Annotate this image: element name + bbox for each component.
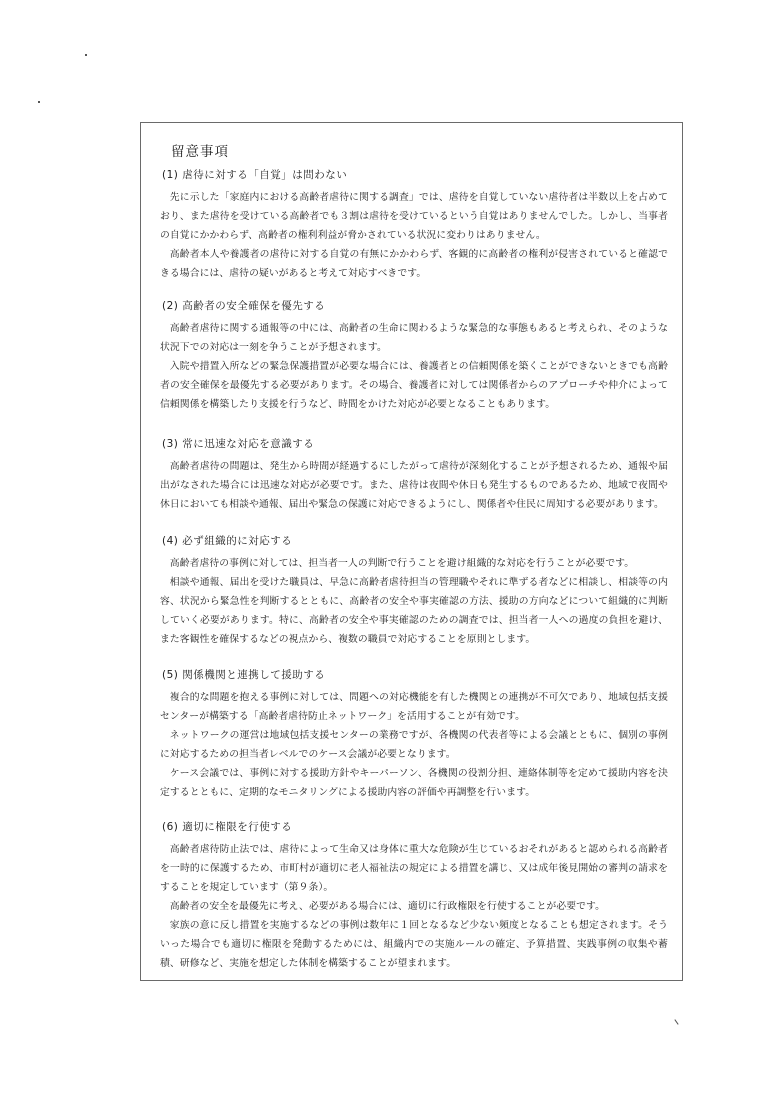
scan-speck — [674, 1019, 678, 1024]
document-body — [160, 168, 668, 989]
section-heading: (1) 虐待に対する「自覚」は問わない — [162, 169, 348, 181]
section-heading: (2) 高齢者の安全確保を優先する — [162, 300, 326, 312]
section-heading: (6) 適切に権限を行使する — [162, 821, 293, 833]
paragraph: 複合的な問題を抱える事例に対しては、問題への対応機能を有した機関との連携が不可欠であり、地域包括支援センターが構築する「高齢者虐待防止ネットワーク」を活用することが有効です。 — [160, 692, 668, 722]
paragraph: ネットワークの運営は地域包括支援センターの業務ですが、各機関の代表者等による会議とともに、個別の事例に対応するための担当者レベルでのケース会議が必要となります。 — [160, 730, 668, 760]
paragraph: ケース会議では、事例に対する援助方針やキーパーソン、各機関の役割分担、連絡体制等を定めて援助内容を決定するとともに、定期的なモニタリングによる援助内容の評価や再調整を行います。 — [160, 768, 668, 798]
section-organizational-response — [160, 534, 668, 649]
paragraph: 高齢者の安全を最優先に考え、必要がある場合には、適切に行政権限を行使することが必要です。 — [169, 901, 606, 912]
paragraph: 高齢者虐待の事例に対しては、担当者一人の判断で行うことを避け組織的な対応を行うことが必要です。 — [169, 558, 635, 569]
paragraph: 高齢者虐待の問題は、発生から時間が経過するにしたがって虐待が深刻化することが予想されるため、通報や届出がなされた場合には迅速な対応が必要です。また、虐待は夜間や休日も発生するものであるため、地域で夜間や休日においても相談や通報、届出や緊急の保護に対応できるようにし、関係者や住民に周知する必要があります。 — [160, 461, 668, 510]
section-heading: (3) 常に迅速な対応を意識する — [162, 438, 315, 450]
section-heading: (4) 必ず組織的に対応する — [162, 535, 293, 547]
section-collaboration — [160, 668, 668, 802]
scan-speck — [85, 54, 87, 56]
paragraph: 相談や通報、届出を受けた職員は、早急に高齢者虐待担当の管理職やそれに準ずる者などに相談し、相談等の内容、状況から緊急性を判断するとともに、高齢者の安全や事実確認の方法、援助の方向などについて組織的に判断していく必要があります。特に、高齢者の安全や事実確認のための調査では、担当者一人への過度の負担を避け、また客観性を確保するなどの視点から、複数の職員で対応することを原則とします。 — [160, 577, 668, 645]
document-title: 留意事項 — [171, 144, 229, 160]
section-prompt-response — [160, 437, 668, 514]
paragraph: 先に示した「家庭内における高齢者虐待に関する調査」では、虐待を自覚していない虐待者は半数以上を占めており、また虐待を受けている高齢者でも３割は虐待を受けているという自覚はありませんでした。しかし、当事者の自覚にかかわらず、高齢者の権利利益が脅かされている状況に変わりはありません。 — [160, 192, 668, 241]
paragraph: 高齢者虐待防止法では、虐待によって生命又は身体に重大な危険が生じているおそれがあると認められる高齢者を一時的に保護するため、市町村が適切に老人福祉法の規定による措置を講じ、又は成年後見開始の審判の請求をすることを規定しています（第９条）。 — [160, 844, 668, 893]
section-awareness — [160, 168, 668, 283]
paragraph: 家族の意に反し措置を実施するなどの事例は数年に１回となるなど少ない頻度となることも想定されます。そういった場合でも適切に権限を発動するためには、組織内での実施ルールの確定、予算措置、実践事例の収集や蓄積、研修など、実施を想定した体制を構築することが望まれます。 — [160, 920, 668, 969]
section-safety-priority — [160, 299, 668, 414]
paragraph: 入院や措置入所などの緊急保護措置が必要な場合には、養護者との信頼関係を築くことができないときでも高齢者の安全確保を最優先する必要があります。その場合、養護者に対しては関係者からのアプローチや仲介によって信頼関係を構築したり支援を行うなど、時間をかけた対応が必要となることもあります。 — [160, 361, 668, 410]
section-heading: (5) 関係機関と連携して援助する — [162, 669, 326, 681]
section-authority — [160, 820, 668, 973]
scan-speck — [38, 101, 40, 103]
paragraph: 高齢者本人や養護者の虐待に対する自覚の有無にかかわらず、客観的に高齢者の権利が侵害されていると確認できる場合には、虐待の疑いがあると考えて対応すべきです。 — [160, 249, 668, 279]
paragraph: 高齢者虐待に関する通報等の中には、高齢者の生命に関わるような緊急的な事態もあると考えられ、そのような状況下での対応は一刻を争うことが予想されます。 — [160, 323, 668, 353]
